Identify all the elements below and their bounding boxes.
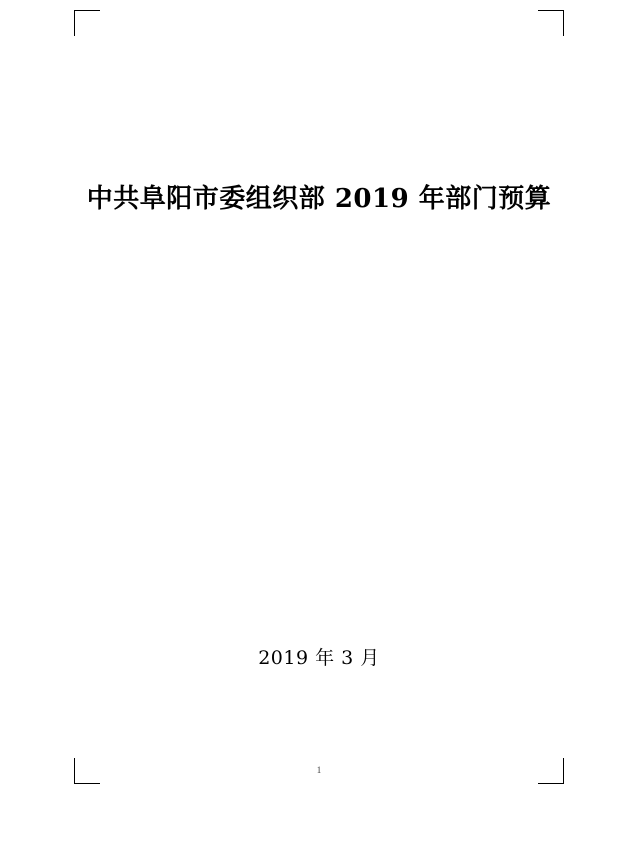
page-number: 1 — [316, 765, 322, 775]
crop-mark-top-right-icon — [538, 10, 564, 36]
document-date: 2019 年 3 月 — [258, 647, 380, 669]
crop-mark-top-left-icon — [74, 10, 100, 36]
page-title: 中共阜阳市委组织部 2019 年部门预算 — [86, 184, 552, 214]
